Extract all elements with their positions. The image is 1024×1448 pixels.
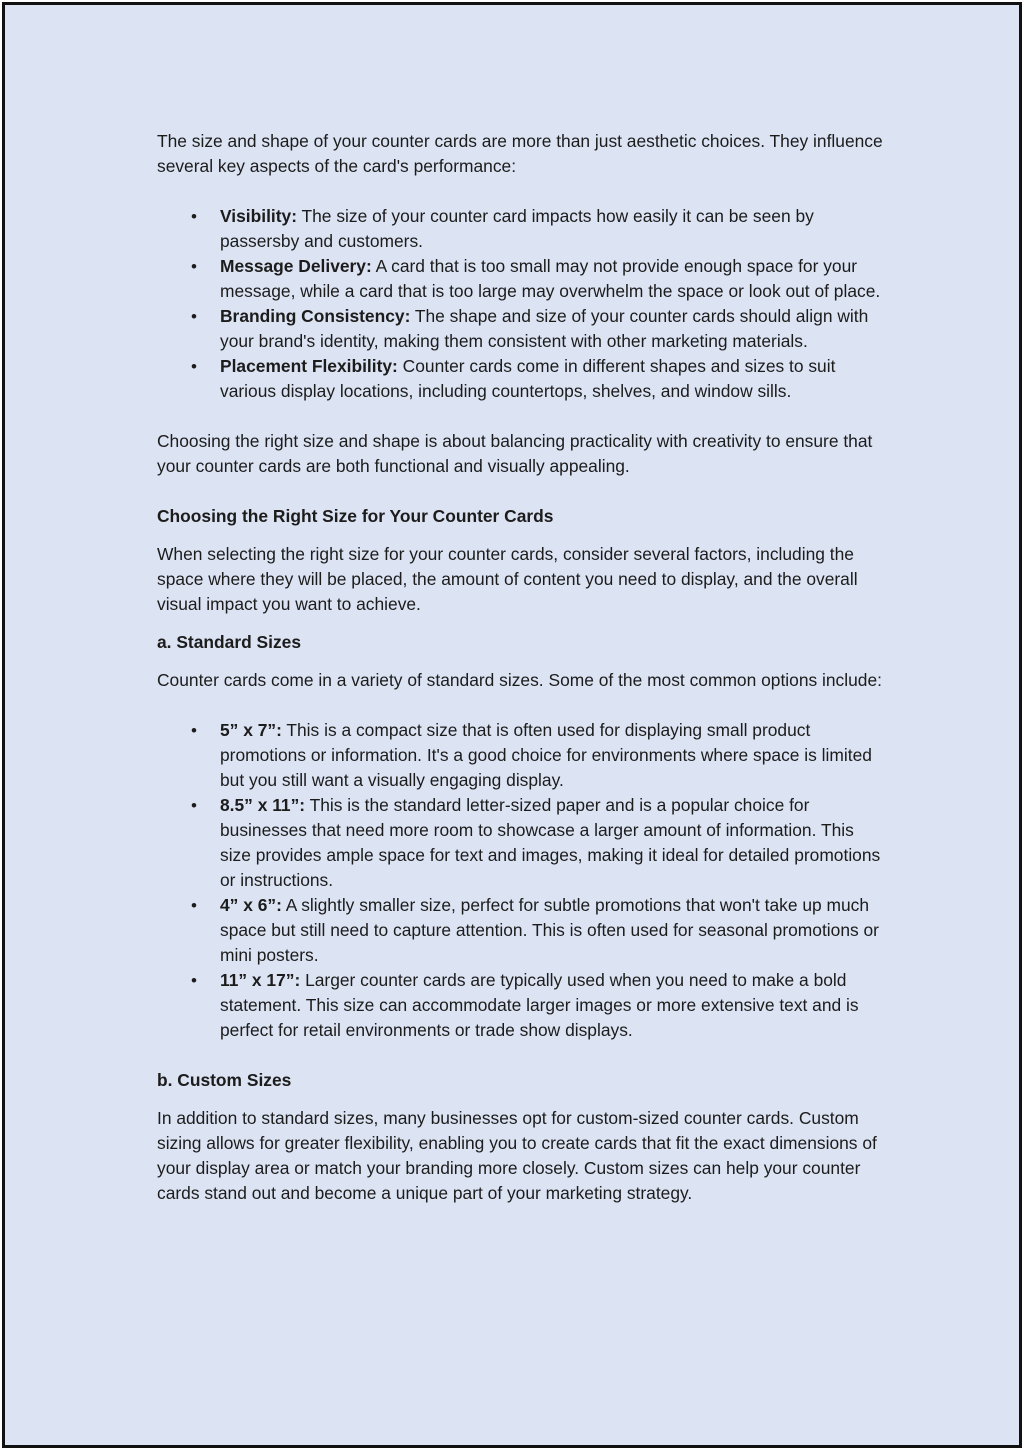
standard-sizes-intro: Counter cards come in a variety of standard sizes. Some of the most common options include: — [157, 670, 882, 690]
item-label: 11” x 17”: — [220, 970, 301, 990]
bullet-icon: • — [191, 971, 197, 990]
bullet-icon: • — [191, 357, 197, 376]
list-item — [191, 718, 885, 793]
item-label: 5” x 7”: — [220, 720, 282, 740]
standard-sizes-heading: a. Standard Sizes — [157, 632, 302, 652]
summary-paragraph: Choosing the right size and shape is about balancing practicality with creativity to ensure that your counter cards are both functional and visually appealing. — [157, 431, 873, 476]
item-text: A card that is too small may not provide enough space for your message, while a card that is too large may overwhelm the space or look out of place. — [220, 256, 881, 301]
section-intro-paragraph: When selecting the right size for your counter cards, consider several factors, including the space where they will be placed, the amount of content you need to display, and the overall visual impact you want to achieve. — [157, 544, 858, 614]
item-text: This is a compact size that is often used for displaying small product promotions or information. It's a good choice for environments where space is limited but you still want a visually engaging display. — [220, 720, 872, 790]
item-label: 4” x 6”: — [220, 895, 282, 915]
item-label: Branding Consistency: — [220, 306, 411, 326]
bullet-icon: • — [191, 307, 197, 326]
item-label: Placement Flexibility: — [220, 356, 398, 376]
bullet-icon: • — [191, 896, 197, 915]
document-body — [157, 129, 885, 1206]
list-item — [191, 354, 885, 404]
item-text: Larger counter cards are typically used when you need to make a bold statement. This size can accommodate larger images or more extensive text and is perfect for retail environments or trade show displays. — [220, 970, 859, 1040]
item-text: The shape and size of your counter cards should align with your brand's identity, making them consistent with other marketing materials. — [220, 306, 869, 351]
bullet-icon: • — [191, 721, 197, 740]
list-item — [191, 304, 885, 354]
intro-paragraph: The size and shape of your counter cards are more than just aesthetic choices. They influence several key aspects of the card's performance: — [157, 131, 883, 176]
bullet-icon: • — [191, 257, 197, 276]
item-text: A slightly smaller size, perfect for subtle promotions that won't take up much space but still need to capture attention. This is often used for seasonal promotions or mini posters. — [220, 895, 879, 965]
factors-list — [157, 204, 885, 404]
item-text: This is the standard letter-sized paper and is a popular choice for businesses that need more room to showcase a larger amount of information. This size provides ample space for text and images, making it ideal for detailed promotions or instructions. — [220, 795, 881, 890]
item-label: 8.5” x 11”: — [220, 795, 306, 815]
section-heading: Choosing the Right Size for Your Counter Cards — [157, 506, 554, 526]
list-item — [191, 204, 885, 254]
custom-sizes-paragraph: In addition to standard sizes, many businesses opt for custom-sized counter cards. Custom sizing allows for greater flexibility, enabling you to create cards that fit the exact dimensions of your display area or match your branding more closely. Custom sizes can help your counter cards stand out and become a unique part of your marketing strategy. — [157, 1108, 877, 1203]
list-item — [191, 893, 885, 968]
list-item — [191, 968, 885, 1043]
list-item — [191, 254, 885, 304]
item-label: Message Delivery: — [220, 256, 372, 276]
item-text: The size of your counter card impacts how easily it can be seen by passersby and customers. — [220, 206, 814, 251]
standard-sizes-list — [157, 718, 885, 1043]
item-text: Counter cards come in different shapes and sizes to suit various display locations, including countertops, shelves, and window sills. — [220, 356, 836, 401]
bullet-icon: • — [191, 207, 197, 226]
list-item — [191, 793, 885, 893]
page-frame — [2, 2, 1022, 1448]
bullet-icon: • — [191, 796, 197, 815]
custom-sizes-heading: b. Custom Sizes — [157, 1070, 292, 1090]
item-label: Visibility: — [220, 206, 297, 226]
